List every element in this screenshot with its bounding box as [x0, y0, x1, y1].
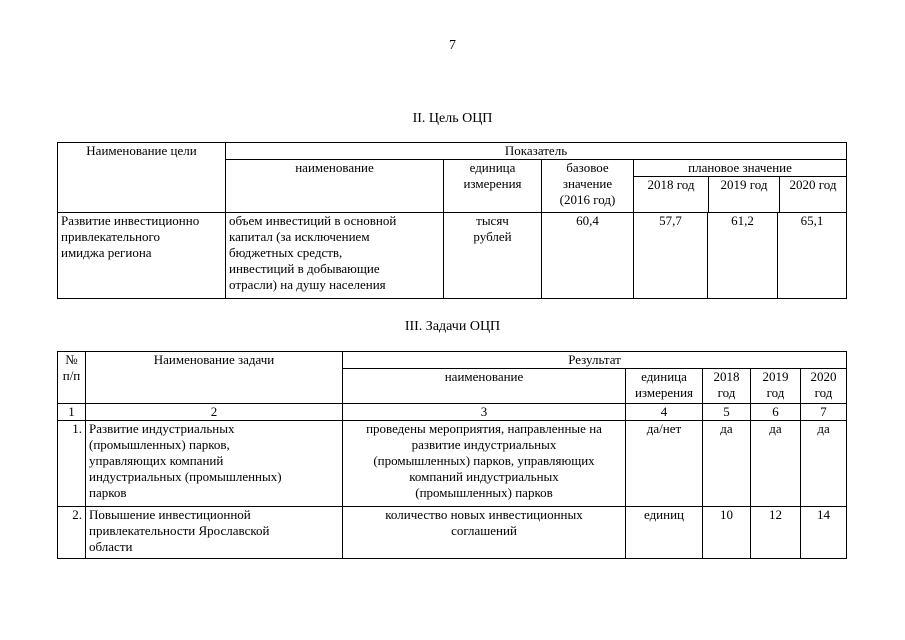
task-line: Повышение инвестиционной [89, 507, 251, 522]
base-value-cell: 60,4 [542, 213, 634, 299]
result-unit-header [626, 369, 703, 404]
unit-line: рублей [473, 229, 512, 244]
result-header: Результат [343, 352, 847, 369]
goal-table [57, 142, 847, 299]
task-line: (промышленных) парков, [89, 437, 230, 452]
value-2019-cell: 61,2 [708, 213, 778, 299]
col-number: 4 [626, 404, 703, 421]
unit-header-line: единица [469, 160, 516, 175]
col-number: 7 [801, 404, 847, 421]
result-line: проведены мероприятия, направленные на [366, 421, 602, 436]
year-header-line: 2019 [762, 369, 789, 384]
task-name-header: Наименование задачи [86, 352, 343, 404]
value-2019-cell: 12 [751, 507, 801, 559]
row-number: 1. [58, 421, 86, 507]
year-header-line: 2020 [810, 369, 837, 384]
col-number: 3 [343, 404, 626, 421]
result-line: развитие индустриальных [411, 437, 557, 452]
value-2018-cell: 10 [703, 507, 751, 559]
indicator-line: бюджетных средств, [229, 245, 343, 260]
year-2018-header [703, 369, 751, 404]
task-line: управляющих компаний [89, 453, 224, 468]
result-name-header: наименование [343, 369, 626, 404]
result-cell [343, 421, 626, 507]
indicator-line: объем инвестиций в основной [229, 213, 397, 228]
unit-header [444, 160, 542, 213]
goal-name-header: Наименование цели [58, 143, 226, 213]
indicator-line: инвестиций в добывающие [229, 261, 380, 276]
year-2020-header [801, 369, 847, 404]
value-2020-cell: 65,1 [778, 213, 847, 299]
indicator-cell [226, 213, 444, 299]
year-2020-header: 2020 год [789, 177, 837, 192]
year-header-line: 2018 [713, 369, 740, 384]
col-number: 5 [703, 404, 751, 421]
unit-header-line: измерения [463, 176, 522, 191]
goal-line: привлекательного [61, 229, 161, 244]
tasks-table [57, 351, 847, 559]
goal-line: Развитие инвестиционно [61, 213, 200, 228]
unit-line: тысяч [476, 213, 509, 228]
task-line: индустриальных (промышленных) [89, 469, 282, 484]
task-line: Развитие индустриальных [89, 421, 235, 436]
value-2020-cell: да [801, 421, 847, 507]
goal-cell [58, 213, 226, 299]
unit-header-line: единица [641, 369, 687, 384]
num-header-line: п/п [62, 368, 81, 383]
base-header-line: базовое [566, 160, 609, 175]
task-line: парков [89, 485, 127, 500]
unit-header-line: измерения [634, 385, 694, 400]
value-2018-cell: 57,7 [634, 213, 708, 299]
year-header-line: год [766, 385, 785, 400]
page-number: 7 [449, 38, 456, 53]
value-2019-cell: да [751, 421, 801, 507]
col-number: 1 [58, 404, 86, 421]
task-cell [86, 507, 343, 559]
unit-cell [444, 213, 542, 299]
table-row [58, 507, 847, 559]
base-header-line: значение [562, 176, 613, 191]
section-3-heading: III. Задачи ОЦП [404, 319, 501, 334]
base-header-line: (2016 год) [559, 192, 616, 207]
indicator-header: Показатель [226, 143, 847, 160]
row-number: 2. [58, 507, 86, 559]
result-line: (промышленных) парков, управляющих [373, 453, 595, 468]
goal-line: имиджа региона [61, 245, 152, 260]
result-line: компаний индустриальных [409, 469, 559, 484]
col-number: 2 [86, 404, 343, 421]
task-line: привлекательности Ярославской [89, 523, 270, 538]
value-2020-cell: 14 [801, 507, 847, 559]
result-cell [343, 507, 626, 559]
task-line: области [89, 539, 133, 554]
result-line: количество новых инвестиционных [385, 507, 583, 522]
indicator-name-header: наименование [226, 160, 444, 213]
year-2019-header: 2019 год [709, 177, 780, 212]
section-2-heading: II. Цель ОЦП [412, 111, 493, 126]
year-header-line: год [814, 385, 833, 400]
base-value-header [542, 160, 634, 213]
year-header-line: год [717, 385, 736, 400]
indicator-line: капитал (за исключением [229, 229, 370, 244]
planned-value-header [634, 160, 847, 213]
result-line: (промышленных) парков [415, 485, 553, 500]
table-row [58, 421, 847, 507]
num-header-line: № [65, 352, 78, 367]
indicator-line: отрасли) на душу населения [229, 277, 386, 292]
col-number: 6 [751, 404, 801, 421]
task-cell [86, 421, 343, 507]
unit-cell: единиц [626, 507, 703, 559]
num-header [58, 352, 86, 404]
year-2019-header [751, 369, 801, 404]
result-line: соглашений [451, 523, 517, 538]
value-2018-cell: да [703, 421, 751, 507]
year-2018-header: 2018 год [634, 177, 709, 212]
planned-value-label: плановое значение [634, 160, 846, 177]
unit-cell: да/нет [626, 421, 703, 507]
